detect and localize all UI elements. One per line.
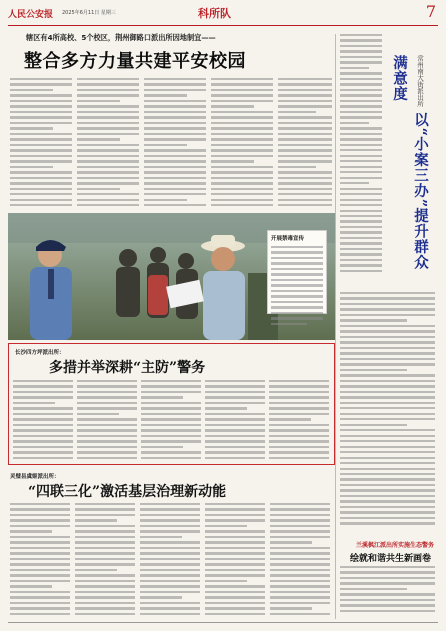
- article2-col1: [13, 380, 73, 462]
- footer-rule: [8, 622, 438, 623]
- article3-col1: [10, 503, 70, 618]
- article1-col1: [10, 78, 72, 210]
- paper-logo: 人民公安报: [8, 10, 54, 20]
- article1-kicker: 辖区有4所高校、5个校区，荆州御路口派出所因地制宜——: [26, 33, 216, 42]
- article4-text: [340, 566, 435, 618]
- article3-kicker: 灵璧县虞姬派出所：: [10, 474, 60, 480]
- article1-headline[interactable]: 整合多方力量共建平安校园: [24, 51, 246, 72]
- right-col-text-mid: [340, 292, 435, 532]
- article2-kicker: 长沙四方坪派出所：: [15, 350, 65, 356]
- photo-caption: [267, 230, 327, 314]
- article2-box: [8, 343, 335, 465]
- article2-col2: [77, 380, 137, 462]
- article3-headline[interactable]: “四联三化”激活基层治理新动能: [28, 484, 227, 500]
- article2-col4: [205, 380, 265, 462]
- article2-col3: [141, 380, 201, 462]
- column-divider: [335, 34, 336, 619]
- article1-col4: [211, 78, 273, 210]
- right-column-kicker: 常州南大街派出所: [416, 55, 424, 107]
- page-number: 7: [425, 2, 436, 21]
- article1-col3: [144, 78, 206, 210]
- dateline: 2025年6月11日 星期三: [62, 10, 116, 16]
- article3-col3: [140, 503, 200, 618]
- article3-col5: [270, 503, 330, 618]
- right-col-text-top: [340, 34, 382, 284]
- article2-col5: [269, 380, 329, 462]
- right-column-headline[interactable]: 以“小案三办”提升群众满意度: [391, 55, 429, 271]
- article2-headline[interactable]: 多措并举深耕“主防”警务: [49, 360, 206, 376]
- section-title: 科所队: [198, 7, 231, 20]
- article4-headline[interactable]: 绘就和谐共生新画卷: [350, 554, 432, 564]
- photo-caption-title: 开展禁毒宣传: [271, 236, 305, 242]
- right-column-headline-block: [385, 55, 431, 285]
- article1-col2: [77, 78, 139, 210]
- article4-kicker: 兰溪枫江派出所实施生态警务: [356, 542, 435, 549]
- article3-col2: [75, 503, 135, 618]
- article3-col4: [205, 503, 265, 618]
- article1-col5: [278, 78, 332, 210]
- masthead: [8, 4, 438, 26]
